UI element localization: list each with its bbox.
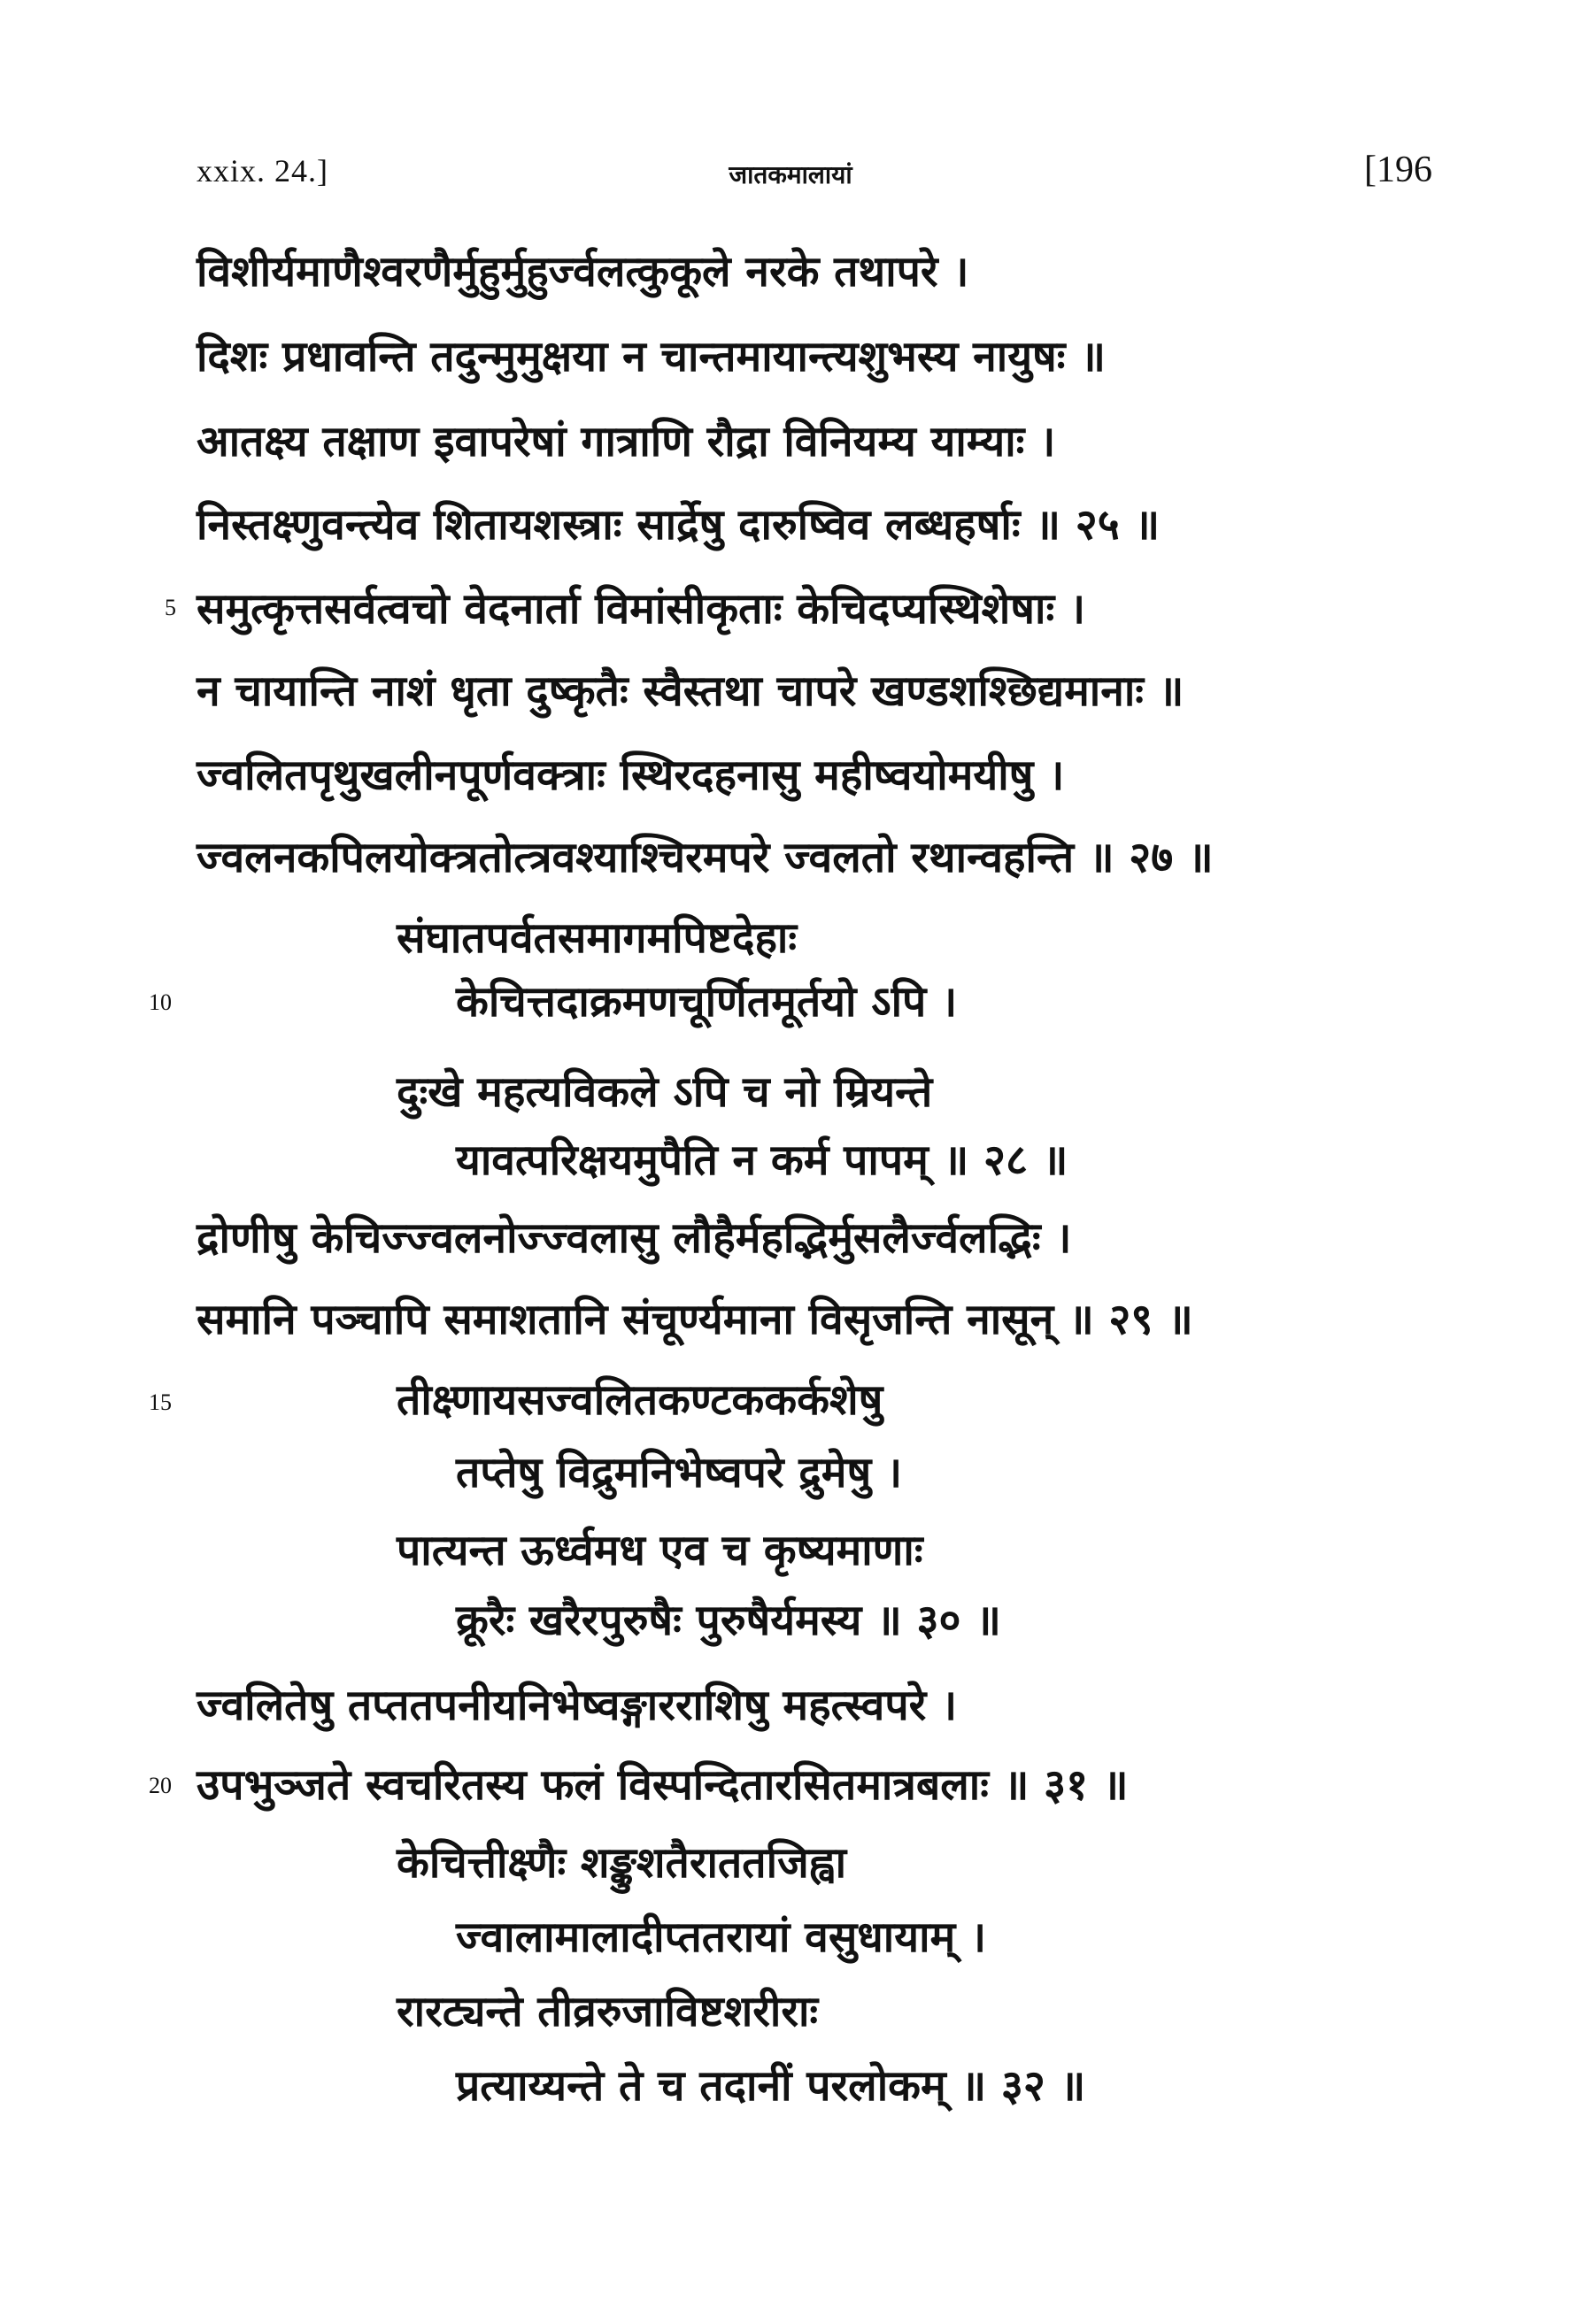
verse-line: दुःखे महत्यविकले ऽपि च नो म्रियन्ते bbox=[397, 1067, 933, 1117]
verse-line: संघातपर्वतसमागमपिष्टदेहाः bbox=[397, 913, 798, 963]
running-title: जातकमालायां bbox=[729, 160, 852, 189]
verse-line: क्रूरैः खरैरपुरुषैः पुरुषैर्यमस्य ॥ ३० ॥ bbox=[456, 1596, 1001, 1645]
verse-line: दिशः प्रधावन्ति तदुन्मुमुक्षया न चान्तमायान्त्यशुभस्य नायुषः ॥ bbox=[197, 332, 1106, 381]
verse-line: समुत्कृत्तसर्वत्वचो वेदनार्ता विमांसीकृताः केचिदप्यस्थिशेषाः । bbox=[197, 584, 1086, 634]
verse-line: ज्वालामालादीप्ततरायां वसुधायाम् । bbox=[456, 1912, 987, 1962]
verse-line: न चायान्ति नाशं धृता दुष्कृतैः स्वैस्तथा चापरे खण्डशश्छिद्यमानाः ॥ bbox=[197, 666, 1184, 716]
verse-line: केचित्तीक्ष्णैः शङ्कुशतैराततजिह्वा bbox=[397, 1838, 847, 1888]
verse-line: ज्वलनकपिलयोक्त्रतोत्त्रवश्याश्चिरमपरे ज्वलतो रथान्वहन्ति ॥ २७ ॥ bbox=[197, 833, 1214, 882]
verse-line: निस्तक्ष्णुवन्त्येव शितायशस्त्राः सार्द्रेषु दारुष्विव लब्धहर्षाः ॥ २५ ॥ bbox=[197, 500, 1161, 550]
line-number: 15 bbox=[149, 1389, 172, 1415]
verse-line: ज्वलितपृथुखलीनपूर्णवक्त्राः स्थिरदहनासु महीष्वयोमयीषु । bbox=[197, 750, 1065, 800]
verse-line: विशीर्यमाणैश्वरणैर्मुहुर्मुहुर्ज्वलत्कुकूले नरके तथापरे । bbox=[197, 247, 969, 296]
chapter-reference: xxix. 24.] bbox=[197, 153, 328, 189]
line-number: 20 bbox=[149, 1773, 172, 1798]
verse-line: ज्वलितेषु तप्ततपनीयनिभेष्वङ्गारराशिषु महत्स्वपरे । bbox=[197, 1681, 958, 1730]
verse-line: आतक्ष्य तक्षाण इवापरेषां गात्राणि रौद्रा विनियम्य याम्याः । bbox=[197, 417, 1056, 466]
line-number: 10 bbox=[149, 989, 172, 1015]
verse-line: द्रोणीषु केचिज्ज्वलनोज्ज्वलासु लौहैर्महद्भिर्मुसलैर्ज्वलद्भिः । bbox=[197, 1213, 1072, 1263]
verse-line: समानि पञ्चापि समाशतानि संचूर्ण्यमाना विसृजन्ति नासून् ॥ २९ ॥ bbox=[197, 1295, 1193, 1344]
running-header bbox=[0, 152, 1581, 205]
verse-line: यावत्परिक्षयमुपैति न कर्म पापम् ॥ २८ ॥ bbox=[456, 1135, 1068, 1185]
verse-line: तप्तेषु विद्रुमनिभेष्वपरे द्रुमेषु । bbox=[456, 1448, 903, 1497]
verse-line: प्रत्याय्यन्ते ते च तदानीं परलोकम् ॥ ३२ ॥ bbox=[456, 2061, 1086, 2111]
verse-line: केचित्तदाक्रमणचूर्णितमूर्तयो ऽपि । bbox=[456, 977, 958, 1027]
line-number: 5 bbox=[165, 595, 176, 620]
page-number: [196 bbox=[1364, 150, 1432, 190]
verse-line: तीक्ष्णायसज्वलितकण्टककर्कशेषु bbox=[397, 1375, 883, 1425]
verse-line: रारट्यन्ते तीव्ररुजाविष्टशरीराः bbox=[397, 1987, 819, 2036]
verse-line: पात्यन्त ऊर्ध्वमध एव च कृष्यमाणाः bbox=[397, 1526, 923, 1575]
verse-line: उपभुञ्जते स्वचरितस्य फलं विस्पन्दितारसितमात्रबलाः ॥ ३१ ॥ bbox=[197, 1760, 1129, 1810]
